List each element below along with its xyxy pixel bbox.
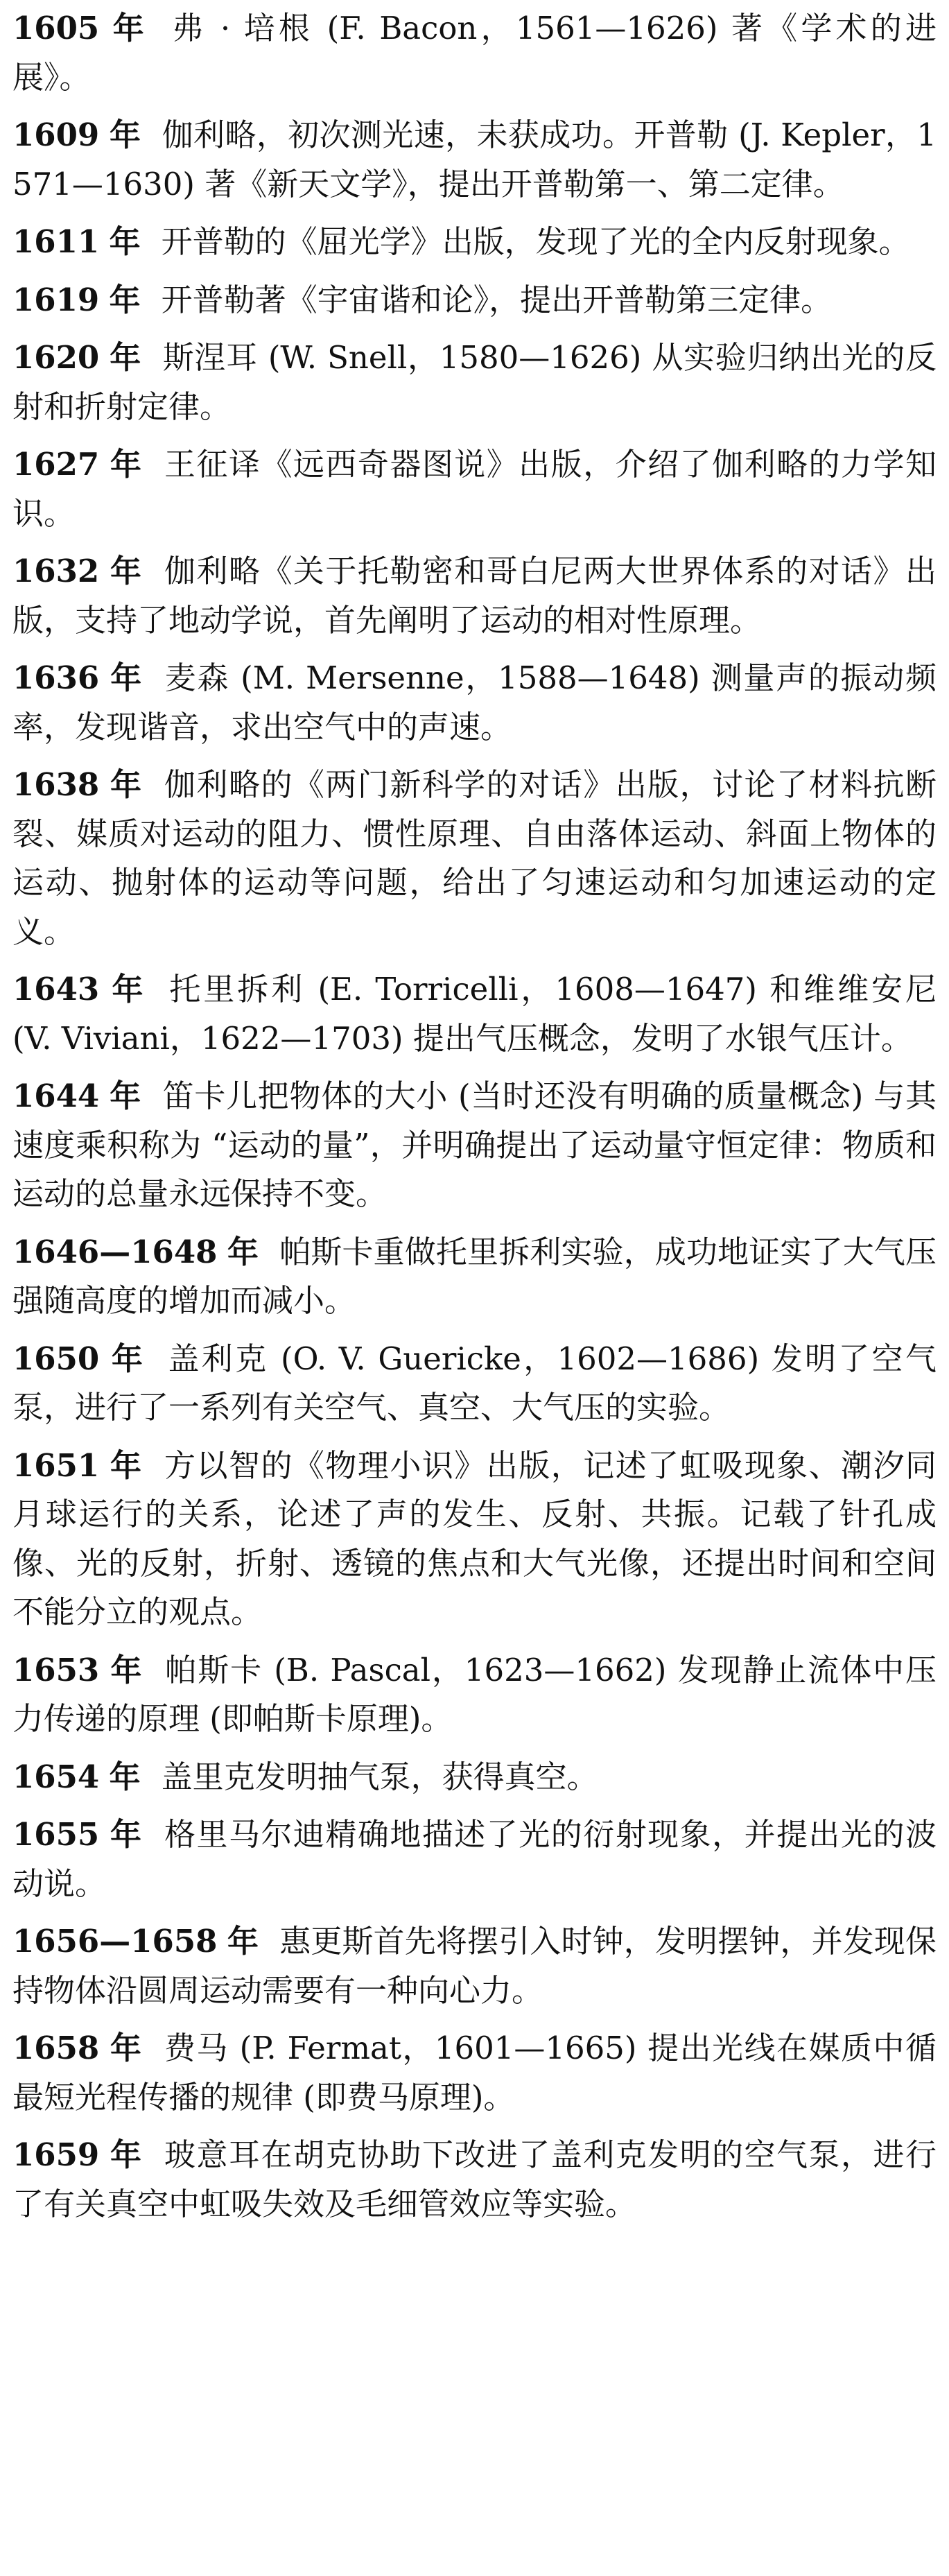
entry-year-unit: 年 bbox=[110, 1816, 143, 1853]
entry-text: 帕斯卡重做托里拆利实验，成功地证实了大气压强随高度的增加而减小。 bbox=[12, 1233, 937, 1319]
entry-1654 bbox=[12, 1753, 937, 1802]
entry-year: 1619 bbox=[12, 281, 100, 318]
entry-year-unit: 年 bbox=[111, 1340, 146, 1377]
entry-year-unit: 年 bbox=[110, 1078, 141, 1114]
entry-1609 bbox=[12, 111, 937, 209]
entry-year-unit: 年 bbox=[109, 1758, 141, 1795]
entry-1646-1648 bbox=[12, 1228, 937, 1326]
entry-1620 bbox=[12, 334, 937, 431]
entry-1644 bbox=[12, 1072, 937, 1219]
entry-year-unit: 年 bbox=[227, 1923, 259, 1960]
entry-year: 1611 bbox=[12, 223, 100, 260]
entry-year-unit: 年 bbox=[109, 223, 141, 260]
entry-text: 开普勒著《宇宙谐和论》，提出开普勒第三定律。 bbox=[161, 281, 833, 318]
entry-year-unit: 年 bbox=[110, 766, 143, 803]
entry-text: 伽利略《关于托勒密和哥白尼两大世界体系的对话》出版，支持了地动学说，首先阐明了运动的相对性原理。 bbox=[12, 553, 937, 639]
entry-1643 bbox=[12, 965, 937, 1063]
entry-1627 bbox=[12, 440, 937, 538]
entry-text: 盖里克发明抽气泵，获得真空。 bbox=[161, 1758, 598, 1795]
entry-year: 1658 bbox=[12, 2030, 100, 2066]
entry-year: 1646—1648 bbox=[12, 1233, 218, 1270]
entry-1659 bbox=[12, 2131, 937, 2229]
entry-1656-1658 bbox=[12, 1917, 937, 2015]
entry-year-unit: 年 bbox=[112, 10, 148, 46]
entry-text: 帕斯卡 (B. Pascal，1623—1662) 发现静止流体中压力传递的原理 (即帕斯卡原理)。 bbox=[12, 1651, 937, 1737]
entry-text: 开普勒的《屈光学》出版，发现了光的全内反射现象。 bbox=[161, 223, 910, 260]
entry-year: 1627 bbox=[12, 446, 100, 483]
entry-text: 惠更斯首先将摆引入时钟，发明摆钟，并发现保持物体沿圆周运动需要有一种向心力。 bbox=[12, 1923, 937, 2009]
entry-text: 笛卡儿把物体的大小 (当时还没有明确的质量概念) 与其速度乘积称为 “运动的量”，并明确提出了运动量守恒定律：物质和运动的总量永远保持不变。 bbox=[12, 1078, 937, 1212]
entry-text: 弗 · 培根 (F. Bacon，1561—1626) 著《学术的进展》。 bbox=[12, 10, 937, 96]
entry-1655 bbox=[12, 1810, 937, 1908]
entry-year-unit: 年 bbox=[110, 2030, 143, 2066]
entry-year: 1655 bbox=[12, 1816, 100, 1853]
entry-year: 1650 bbox=[12, 1340, 100, 1377]
entry-year-unit: 年 bbox=[110, 553, 143, 589]
entry-text: 玻意耳在胡克协助下改进了盖利克发明的空气泵，进行了有关真空中虹吸失效及毛细管效应等实验。 bbox=[12, 2136, 937, 2222]
entry-year-unit: 年 bbox=[110, 446, 143, 483]
entry-year: 1620 bbox=[12, 339, 100, 376]
entry-year-unit: 年 bbox=[109, 116, 141, 153]
entry-1638 bbox=[12, 761, 937, 956]
entry-text: 费马 (P. Fermat，1601—1665) 提出光线在媒质中循最短光程传播的规律 (即费马原理)。 bbox=[12, 2030, 937, 2116]
entry-text: 斯涅耳 (W. Snell，1580—1626) 从实验归纳出光的反射和折射定律。 bbox=[12, 339, 937, 425]
entry-year-unit: 年 bbox=[110, 2136, 143, 2173]
entry-text: 伽利略，初次测光速，未获成功。开普勒 (J. Kepler，1571—1630) 著《新天文学》，提出开普勒第一、第二定律。 bbox=[12, 116, 937, 202]
entry-year: 1605 bbox=[12, 10, 100, 46]
entry-year-unit: 年 bbox=[110, 1446, 143, 1484]
entry-1632 bbox=[12, 547, 937, 645]
entry-year: 1632 bbox=[12, 553, 100, 589]
entry-year: 1609 bbox=[12, 116, 100, 153]
entry-year: 1654 bbox=[12, 1758, 100, 1795]
entry-1658 bbox=[12, 2024, 937, 2122]
entry-year-unit: 年 bbox=[112, 971, 146, 1008]
entry-year: 1659 bbox=[12, 2136, 100, 2173]
entry-year: 1651 bbox=[12, 1446, 100, 1484]
entry-1611 bbox=[12, 218, 937, 267]
entry-text: 格里马尔迪精确地描述了光的衍射现象，并提出光的波动说。 bbox=[12, 1816, 937, 1902]
entry-year: 1638 bbox=[12, 766, 100, 803]
entry-year: 1656—1658 bbox=[12, 1923, 218, 1960]
entry-text: 盖利克 (O. V. Guericke，1602—1686) 发明了空气泵，进行了一系列有关空气、真空、大气压的实验。 bbox=[12, 1340, 937, 1426]
entry-year: 1653 bbox=[12, 1651, 100, 1688]
entry-year: 1644 bbox=[12, 1078, 100, 1114]
entry-1636 bbox=[12, 654, 937, 752]
entry-year: 1643 bbox=[12, 971, 100, 1008]
entry-text: 伽利略的《两门新科学的对话》出版，讨论了材料抗断裂、媒质对运动的阻力、惯性原理、自由落体运动、斜面上物体的运动、抛射体的运动等问题，给出了匀速运动和匀加速运动的定义。 bbox=[12, 766, 937, 950]
entry-1650 bbox=[12, 1335, 937, 1433]
entry-year: 1636 bbox=[12, 659, 100, 696]
entry-text: 方以智的《物理小识》出版，记述了虹吸现象、潮汐同月球运行的关系，论述了声的发生、反射、共振。记载了针孔成像、光的反射，折射、透镜的焦点和大气光像，还提出时间和空间不能分立的观点。 bbox=[12, 1446, 937, 1630]
entry-year-unit: 年 bbox=[227, 1233, 259, 1270]
entry-year-unit: 年 bbox=[109, 281, 141, 318]
entry-text: 托里拆利 (E. Torricelli，1608—1647) 和维维安尼 (V. Viviani，1622—1703) 提出气压概念，发明了水银气压计。 bbox=[12, 971, 937, 1057]
entry-1651 bbox=[12, 1442, 937, 1637]
entry-text: 王征译《远西奇器图说》出版，介绍了伽利略的力学知识。 bbox=[12, 446, 937, 532]
entry-year-unit: 年 bbox=[110, 659, 143, 696]
entry-text: 麦森 (M. Mersenne，1588—1648) 测量声的振动频率，发现谐音，求出空气中的声速。 bbox=[12, 659, 937, 745]
entry-1605 bbox=[12, 4, 937, 102]
entry-year-unit: 年 bbox=[110, 1651, 143, 1688]
entry-1653 bbox=[12, 1646, 937, 1744]
entry-1619 bbox=[12, 276, 937, 325]
entry-year-unit: 年 bbox=[110, 339, 141, 376]
